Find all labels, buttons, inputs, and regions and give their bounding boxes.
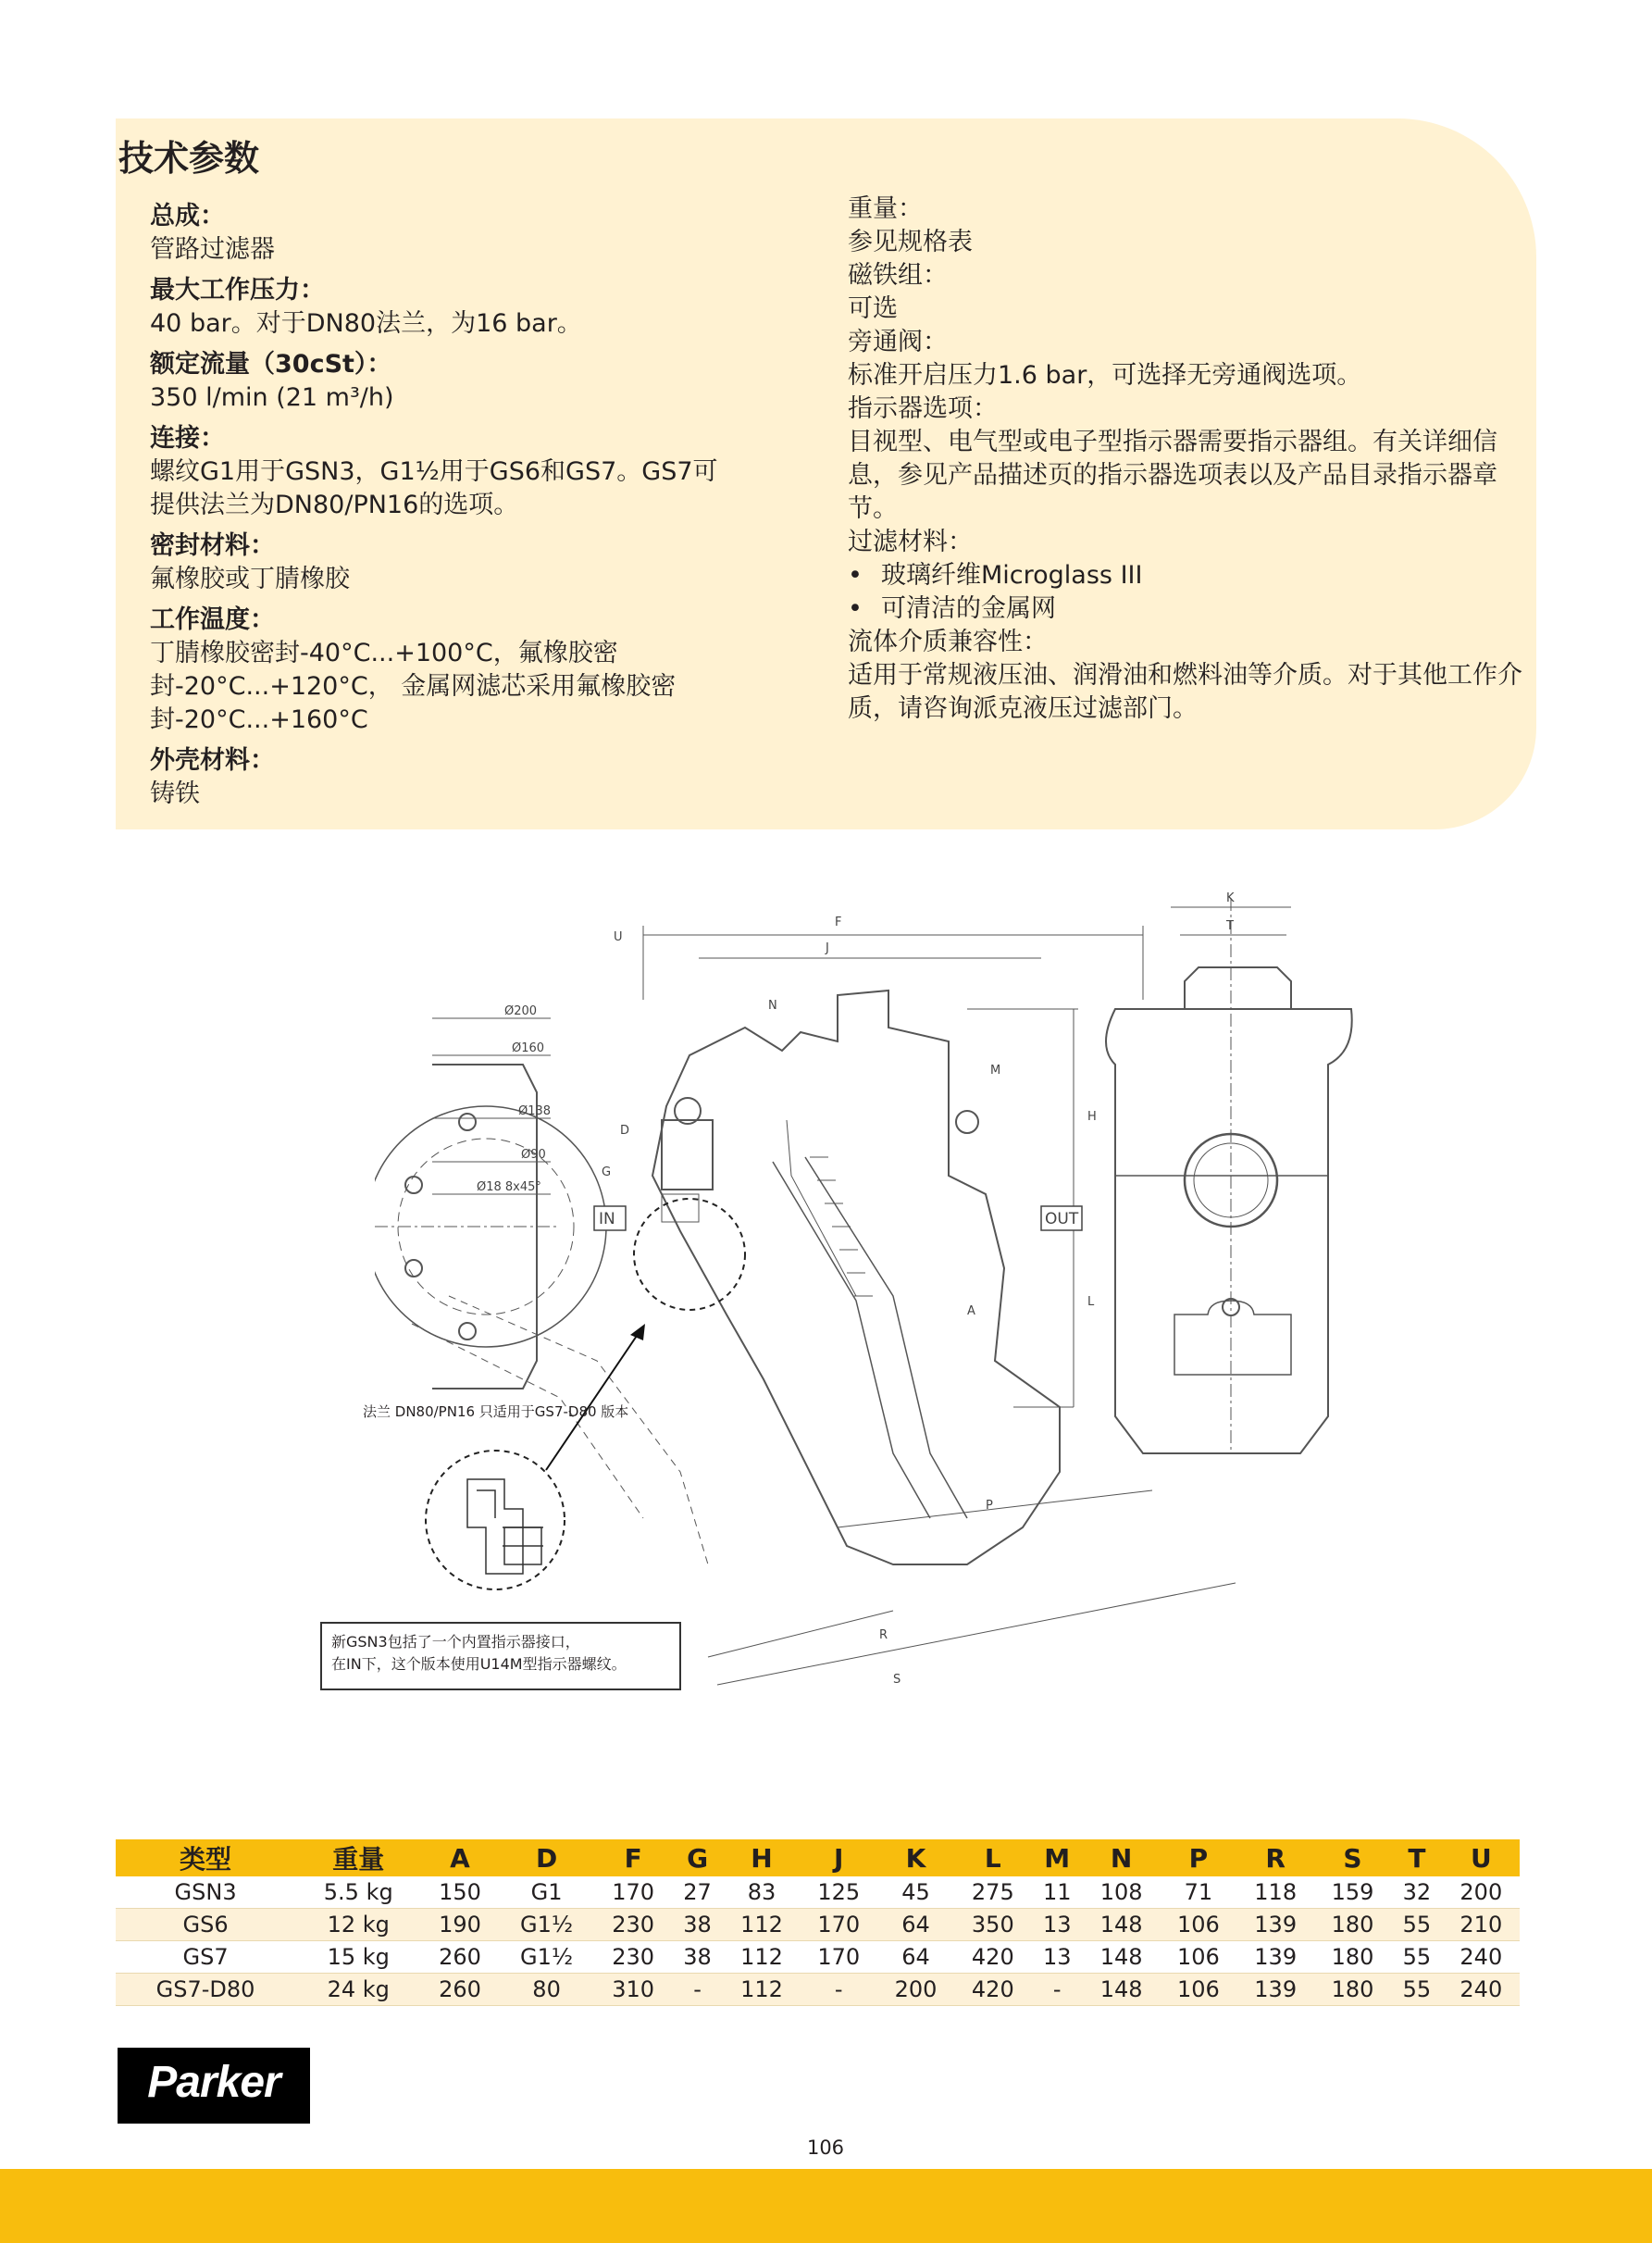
table-cell: 38 [672, 1941, 724, 1974]
fluid-label: 流体介质兼容性： [848, 628, 1048, 656]
dim-l: L [1087, 1295, 1095, 1309]
spec-label: 工作温度： [150, 605, 275, 634]
table-row [116, 1941, 1520, 1974]
specs-left-column [150, 193, 742, 811]
dim-18: Ø18 8x45° [477, 1180, 541, 1194]
fluid-value: 适用于常规液压油、润滑油和燃料油等介质。对于其他工作介质，请咨询派克液压过滤部门。 [848, 661, 1522, 723]
table-cell: 15 kg [295, 1941, 421, 1974]
table-cell: 55 [1391, 1941, 1443, 1974]
dim-f: F [835, 916, 842, 929]
table-header: A [421, 1839, 498, 1876]
table-cell: 200 [877, 1974, 954, 2006]
table-cell: 13 [1031, 1941, 1083, 1974]
table-cell: 159 [1314, 1876, 1391, 1909]
spec-value: 350 l/min (21 m³/h) [150, 383, 394, 412]
table-cell: GSN3 [116, 1876, 295, 1909]
indicator-label: 指示器选项： [848, 394, 998, 423]
table-cell: 32 [1391, 1876, 1443, 1909]
table-cell: 260 [421, 1974, 498, 2006]
table-row [116, 1876, 1520, 1909]
table-header: D [499, 1839, 595, 1876]
table-cell: 12 kg [295, 1909, 421, 1941]
parker-logo [118, 2048, 310, 2124]
table-cell: GS6 [116, 1909, 295, 1941]
spec-value: 丁腈橡胶密封-40°C...+100°C，氟橡胶密封-20°C...+120°C， 金属网滤芯采用氟橡胶密封-20°C...+160°C [150, 639, 677, 734]
dim-u: U [614, 930, 623, 944]
table-cell: 310 [595, 1974, 672, 2006]
dim-m: M [990, 1064, 1001, 1078]
table-cell: 210 [1443, 1909, 1520, 1941]
table-cell: 106 [1160, 1909, 1236, 1941]
spec-label: 密封材料： [150, 531, 275, 560]
spec-label: 额定流量（30cSt）： [150, 350, 392, 379]
dim-s: S [893, 1673, 901, 1687]
parker-logo-text: Parker [147, 2058, 280, 2107]
table-cell: 64 [877, 1941, 954, 1974]
dim-a: A [967, 1304, 975, 1318]
dim-t: T [1226, 919, 1234, 933]
table-header: M [1031, 1839, 1083, 1876]
table-header: N [1083, 1839, 1160, 1876]
table-cell: 240 [1443, 1974, 1520, 2006]
table-cell: 170 [801, 1909, 877, 1941]
table-header: 重量 [295, 1839, 421, 1876]
dim-d: D [620, 1124, 630, 1138]
dim-138: Ø138 [518, 1104, 552, 1118]
table-cell: 230 [595, 1909, 672, 1941]
table-cell: G1 [499, 1876, 595, 1909]
table-cell: - [1031, 1974, 1083, 2006]
table-cell: 5.5 kg [295, 1876, 421, 1909]
table-cell: 190 [421, 1909, 498, 1941]
table-header: S [1314, 1839, 1391, 1876]
table-cell: 148 [1083, 1909, 1160, 1941]
table-cell: 139 [1237, 1974, 1314, 2006]
table-cell: 150 [421, 1876, 498, 1909]
magnet-label: 磁铁组： [848, 261, 948, 290]
table-cell: GS7-D80 [116, 1974, 295, 2006]
indicator-value: 目视型、电气型或电子型指示器需要指示器组。有关详细信息，参见产品描述页的指示器选项表以及产品目录指示器章节。 [848, 428, 1497, 523]
media-label: 过滤材料： [848, 528, 973, 556]
table-header: J [801, 1839, 877, 1876]
magnet-value: 可选 [848, 294, 898, 323]
out-label: OUT [1045, 1210, 1079, 1228]
table-row [116, 1909, 1520, 1941]
table-cell: 27 [672, 1876, 724, 1909]
table-cell: 420 [954, 1941, 1031, 1974]
detail-circle-top [634, 1199, 745, 1310]
bypass-value: 标准开启压力1.6 bar，可选择无旁通阀选项。 [848, 361, 1362, 390]
table-header: H [723, 1839, 800, 1876]
table-header: U [1443, 1839, 1520, 1876]
dim-h: H [1087, 1110, 1097, 1124]
table-cell: 260 [421, 1941, 498, 1974]
table-cell: 108 [1083, 1876, 1160, 1909]
spec-label: 连接： [150, 424, 225, 453]
spec-label: 最大工作压力： [150, 276, 325, 305]
table-cell: 112 [723, 1941, 800, 1974]
table-row [116, 1974, 1520, 2006]
page-number: 106 [806, 2137, 845, 2159]
bypass-label: 旁通阀： [848, 328, 948, 356]
spec-value: 40 bar。对于DN80法兰，为16 bar。 [150, 309, 582, 338]
media-item: • 玻璃纤维Microglass III [848, 559, 1533, 592]
table-cell: 230 [595, 1941, 672, 1974]
table-header: G [672, 1839, 724, 1876]
table-cell: G1½ [499, 1909, 595, 1941]
table-cell: 240 [1443, 1941, 1520, 1974]
table-cell: 148 [1083, 1974, 1160, 2006]
page-title: 技术参数 [118, 138, 260, 179]
dim-r: R [879, 1628, 888, 1642]
spec-label: 总成： [150, 202, 225, 231]
table-cell: 64 [877, 1909, 954, 1941]
dim-p: P [986, 1499, 993, 1513]
table-cell: 275 [954, 1876, 1031, 1909]
table-cell: 45 [877, 1876, 954, 1909]
dim-g: G [602, 1165, 612, 1179]
spec-label: 外壳材料： [150, 746, 275, 775]
table-cell: 55 [1391, 1909, 1443, 1941]
table-cell: 112 [723, 1974, 800, 2006]
table-cell: 13 [1031, 1909, 1083, 1941]
table-cell: 71 [1160, 1876, 1236, 1909]
table-cell: 11 [1031, 1876, 1083, 1909]
detail-circle-bottom [426, 1451, 565, 1589]
table-cell: 200 [1443, 1876, 1520, 1909]
table-cell: 106 [1160, 1941, 1236, 1974]
weight-label: 重量： [848, 194, 923, 223]
dim-200: Ø200 [504, 1004, 538, 1018]
table-cell: 83 [723, 1876, 800, 1909]
specification-table [116, 1839, 1520, 2006]
dim-k: K [1226, 891, 1235, 905]
spec-value: 氟橡胶或丁腈橡胶 [150, 565, 350, 593]
table-cell: 139 [1237, 1941, 1314, 1974]
table-cell: 118 [1237, 1876, 1314, 1909]
table-cell: 350 [954, 1909, 1031, 1941]
table-cell: 80 [499, 1974, 595, 2006]
table-cell: G1½ [499, 1941, 595, 1974]
table-cell: 148 [1083, 1941, 1160, 1974]
table-header: F [595, 1839, 672, 1876]
footer-bar [0, 2169, 1652, 2243]
indicator-note-box [320, 1622, 681, 1690]
table-cell: 125 [801, 1876, 877, 1909]
table-cell: 38 [672, 1909, 724, 1941]
specs-right-column [848, 193, 1533, 726]
table-header: P [1160, 1839, 1236, 1876]
in-label: IN [599, 1210, 615, 1228]
indicator-note-line-2: 在IN下，这个版本使用U14M型指示器螺纹。 [331, 1655, 627, 1673]
media-item: • 可清洁的金属网 [848, 592, 1533, 626]
spec-value: 铸铁 [150, 779, 200, 808]
dim-j: J [826, 941, 829, 955]
table-header: L [954, 1839, 1031, 1876]
indicator-note-line-1: 新GSN3包括了一个内置指示器接口， [331, 1633, 580, 1651]
table-header: T [1391, 1839, 1443, 1876]
weight-value: 参见规格表 [848, 228, 973, 256]
table-cell: 139 [1237, 1909, 1314, 1941]
table-cell: 180 [1314, 1941, 1391, 1974]
flange-note: 法兰 DN80/PN16 只适用于GS7-D80 版本 [363, 1403, 629, 1420]
table-cell: 112 [723, 1909, 800, 1941]
spec-value: 管路过滤器 [150, 235, 275, 264]
dim-n: N [768, 999, 777, 1013]
table-header: K [877, 1839, 954, 1876]
table-header: 类型 [116, 1839, 295, 1876]
spec-value: 螺纹G1用于GSN3，G1½用于GS6和GS7。GS7可提供法兰为DN80/PN16的选项。 [150, 457, 718, 519]
table-cell: 24 kg [295, 1974, 421, 2006]
table-cell: 106 [1160, 1974, 1236, 2006]
table-cell: 55 [1391, 1974, 1443, 2006]
table-header-row [116, 1839, 1520, 1876]
table-header: R [1237, 1839, 1314, 1876]
table-cell: - [672, 1974, 724, 2006]
dim-160: Ø160 [512, 1041, 545, 1055]
table-cell: 170 [801, 1941, 877, 1974]
table-cell: GS7 [116, 1941, 295, 1974]
table-cell: 170 [595, 1876, 672, 1909]
table-cell: - [801, 1974, 877, 2006]
table-cell: 420 [954, 1974, 1031, 2006]
dim-90: Ø90 [521, 1148, 546, 1162]
table-cell: 180 [1314, 1974, 1391, 2006]
table-cell: 180 [1314, 1909, 1391, 1941]
